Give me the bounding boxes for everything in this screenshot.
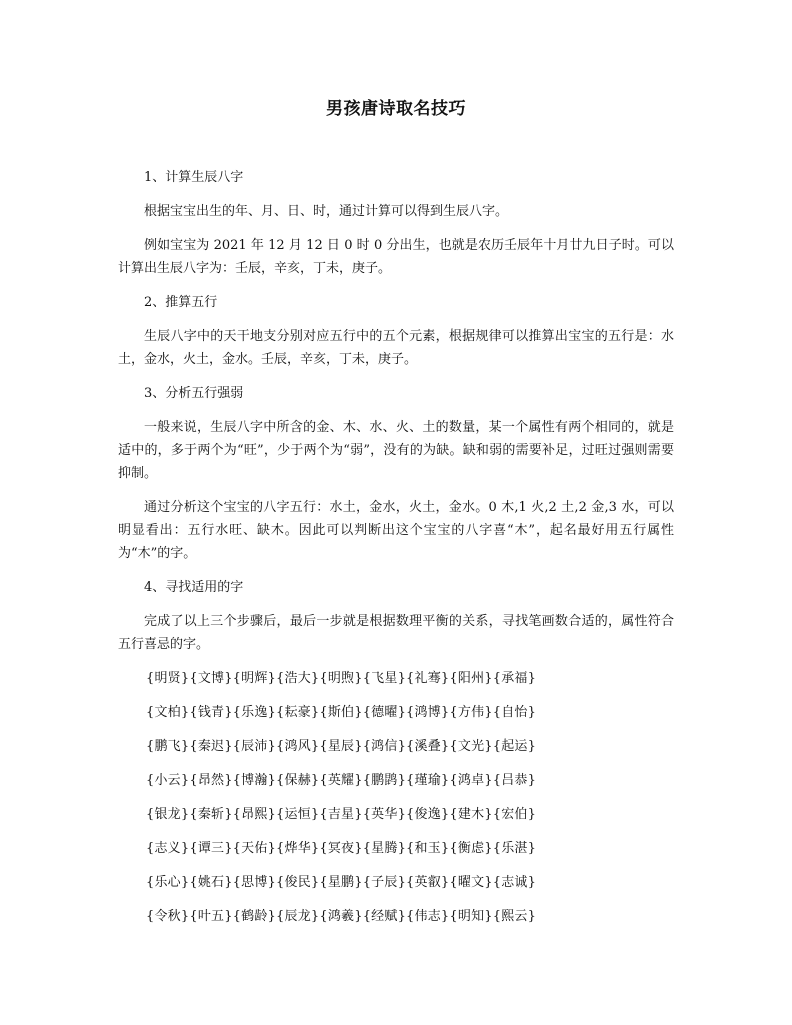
section-heading-3: 3、分析五行强弱 [144,386,244,401]
name-row: {明贤}{文博}{明辉}{浩大}{明煦}{飞星}{礼骞}{阳州}{承福} [146,671,537,686]
name-row: {文柏}{钱青}{乐逸}{耘豪}{斯伯}{德曜}{鸿博}{方伟}{自怡} [146,705,537,720]
name-list [118,667,674,928]
name-row: {乐心}{姚石}{思博}{俊民}{星鹏}{子辰}{英叡}{曜文}{志诚} [146,875,537,890]
name-row: {令秋}{叶五}{鹤龄}{辰龙}{鸿羲}{经赋}{伟志}{明知}{熙云} [146,909,537,924]
document-title: 男孩唐诗取名技巧 [326,99,466,119]
name-row: {鹏飞}{秦迟}{辰沛}{鸿风}{星辰}{鸿信}{溪叠}{文光}{起运} [146,739,537,754]
name-row: {志义}{谭三}{天佑}{烨华}{冥夜}{星腾}{和玉}{衡虑}{乐湛} [146,841,537,856]
paragraph: 通过分析这个宝宝的八字五行：水土，金水，火土，金水。0 木,1 火,2 土,2 金,3 水，可以明显看出：五行水旺、缺木。因此可以判断出这个宝宝的八字喜“木”，起名最好用五行属性为“木”的字。 [118,500,674,561]
section-heading-1: 1、计算生辰八字 [144,170,244,185]
paragraph: 生辰八字中的天干地支分别对应五行中的五个元素，根据规律可以推算出宝宝的五行是：水土，金水，火土，金水。壬辰，辛亥，丁未，庚子。 [118,329,674,367]
paragraph: 一般来说，生辰八字中所含的金、木、水、火、土的数量，某一个属性有两个相同的，就是适中的，多于两个为“旺”，少于两个为“弱”，没有的为缺。缺和弱的需要补足，过旺过强则需要抑制。 [118,420,674,481]
section-heading-4: 4、寻找适用的字 [144,580,244,595]
paragraph: 完成了以上三个步骤后，最后一步就是根据数理平衡的关系，寻找笔画数合适的，属性符合五行喜忌的字。 [118,614,674,652]
document-body [118,166,674,939]
paragraph: 根据宝宝出生的年、月、日、时，通过计算可以得到生辰八字。 [144,204,509,219]
section-heading-2: 2、推算五行 [144,295,218,310]
paragraph: 例如宝宝为 2021 年 12 月 12 日 0 时 0 分出生，也就是农历壬辰年十月廿九日子时。可以计算出生辰八字为：壬辰，辛亥，丁未，庚子。 [118,238,674,276]
name-row: {小云}{昂然}{博瀚}{保赫}{英耀}{鹏鹍}{瑾瑜}{鸿卓}{吕恭} [146,773,537,788]
name-row: {银龙}{秦斩}{昂熙}{运恒}{吉星}{英华}{俊逸}{建木}{宏伯} [146,807,537,822]
